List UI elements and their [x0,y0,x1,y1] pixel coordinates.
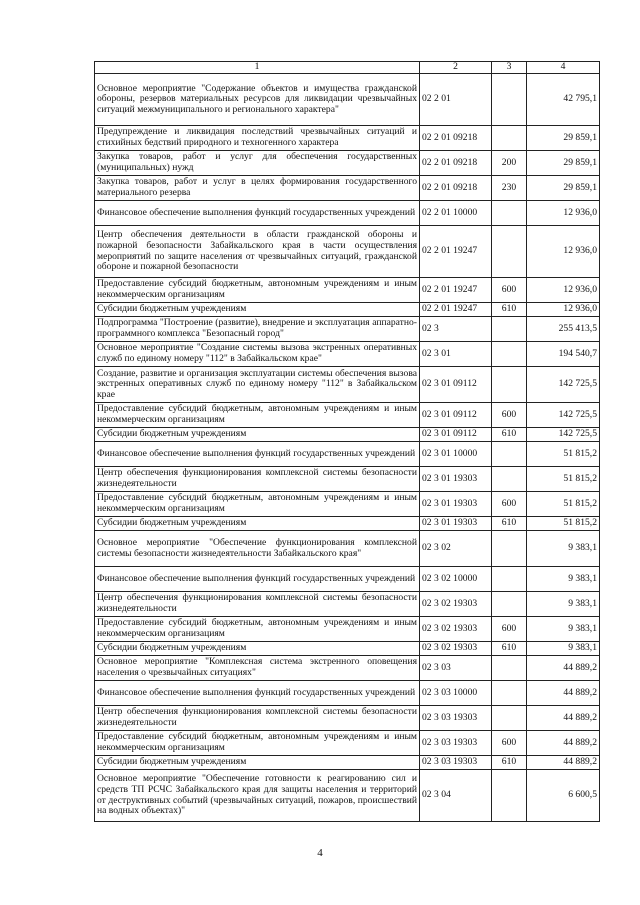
table-row [95,428,600,442]
row-vr-cell: 610 [492,428,527,442]
table-row [95,770,600,822]
row-name-cell: Финансовое обеспечение выполнения функций государственных учреждений [95,201,420,226]
table-row [95,201,600,226]
row-code-cell: 02 3 03 19303 [420,731,492,756]
row-name-cell: Центр обеспечения деятельности в области гражданской обороны и пожарной безопасности Забайкальского края в части осуществления мероприятий по защите населения от чрезвычайных ситуаций, гражданской обороне и пожарной безопасности [95,226,420,278]
row-vr-cell [492,770,527,822]
row-vr-cell [492,531,527,567]
row-name-cell: Субсидии бюджетным учреждениям [95,517,420,531]
table-row [95,126,600,151]
row-code-cell: 02 2 01 [420,74,492,126]
row-name-cell: Основное мероприятие "Содержание объектов и имущества гражданской обороны, резервов материальных ресурсов для ликвидации чрезвычайных ситуаций межмуниципального и регионального характера" [95,74,420,126]
table-row [95,278,600,303]
row-name-cell: Основное мероприятие "Комплексная система экстренного оповещения населения о чрезвычайных ситуациях" [95,656,420,681]
row-name-cell: Субсидии бюджетным учреждениям [95,756,420,770]
row-sum-cell: 44 889,2 [527,731,600,756]
row-vr-cell: 610 [492,642,527,656]
row-sum-cell: 12 936,0 [527,278,600,303]
row-vr-cell [492,592,527,617]
row-code-cell: 02 3 02 19303 [420,617,492,642]
row-vr-cell: 230 [492,176,527,201]
row-vr-cell: 600 [492,492,527,517]
table-header-row [95,62,600,74]
row-code-cell: 02 2 01 19247 [420,226,492,278]
header-col-3: 3 [492,62,527,74]
row-vr-cell [492,317,527,342]
table-row [95,642,600,656]
row-sum-cell: 44 889,2 [527,681,600,706]
row-sum-cell: 44 889,2 [527,706,600,731]
row-code-cell: 02 3 01 [420,342,492,367]
row-sum-cell: 9 383,1 [527,567,600,592]
row-code-cell: 02 2 01 10000 [420,201,492,226]
row-sum-cell: 51 815,2 [527,492,600,517]
row-sum-cell: 44 889,2 [527,756,600,770]
table-row [95,517,600,531]
header-col-1: 1 [95,62,420,74]
row-name-cell: Закупка товаров, работ и услуг в целях формирования государственного материального резерва [95,176,420,201]
row-name-cell: Предоставление субсидий бюджетным, автономным учреждениям и иным некоммерческим организациям [95,403,420,428]
row-code-cell: 02 3 01 09112 [420,403,492,428]
row-code-cell: 02 3 04 [420,770,492,822]
row-code-cell: 02 2 01 09218 [420,176,492,201]
row-code-cell: 02 3 02 [420,531,492,567]
row-vr-cell [492,367,527,403]
row-vr-cell [492,342,527,367]
budget-table [94,61,600,822]
row-sum-cell: 255 413,5 [527,317,600,342]
row-code-cell: 02 3 02 19303 [420,592,492,617]
row-name-cell: Создание, развитие и организация эксплуатации системы обеспечения вызова экстренных оперативных служб по единому номеру "112" в Забайкальском крае [95,367,420,403]
row-name-cell: Субсидии бюджетным учреждениям [95,642,420,656]
row-vr-cell [492,681,527,706]
row-code-cell: 02 2 01 09218 [420,151,492,176]
row-sum-cell: 142 725,5 [527,428,600,442]
table-row [95,592,600,617]
row-sum-cell: 42 795,1 [527,74,600,126]
table-row [95,403,600,428]
row-vr-cell [492,201,527,226]
row-name-cell: Предоставление субсидий бюджетным, автономным учреждениям и иным некоммерческим организациям [95,731,420,756]
row-name-cell: Центр обеспечения функционирования комплексной системы безопасности жизнедеятельности [95,706,420,731]
row-code-cell: 02 3 03 [420,656,492,681]
row-vr-cell [492,442,527,467]
row-sum-cell: 29 859,1 [527,126,600,151]
row-code-cell: 02 2 01 09218 [420,126,492,151]
row-code-cell: 02 3 03 19303 [420,756,492,770]
table-row [95,74,600,126]
table-row [95,176,600,201]
row-name-cell: Закупка товаров, работ и услуг для обеспечения государственных (муниципальных) нужд [95,151,420,176]
row-name-cell: Центр обеспечения функционирования комплексной системы безопасности жизнедеятельности [95,467,420,492]
row-code-cell: 02 3 01 19303 [420,492,492,517]
document-page [94,61,599,822]
table-row [95,442,600,467]
row-code-cell: 02 3 01 19303 [420,467,492,492]
row-vr-cell: 600 [492,403,527,428]
row-vr-cell [492,656,527,681]
row-vr-cell [492,126,527,151]
row-name-cell: Субсидии бюджетным учреждениям [95,303,420,317]
row-name-cell: Предоставление субсидий бюджетным, автономным учреждениям и иным некоммерческим организациям [95,278,420,303]
row-vr-cell [492,706,527,731]
row-code-cell: 02 2 01 19247 [420,278,492,303]
row-sum-cell: 29 859,1 [527,151,600,176]
row-code-cell: 02 3 01 09112 [420,428,492,442]
table-row [95,567,600,592]
row-code-cell: 02 3 01 19303 [420,517,492,531]
row-name-cell: Предоставление субсидий бюджетным, автономным учреждениям и иным некоммерческим организациям [95,617,420,642]
header-col-4: 4 [527,62,600,74]
table-row [95,303,600,317]
row-code-cell: 02 3 01 09112 [420,367,492,403]
table-row [95,706,600,731]
row-vr-cell: 600 [492,278,527,303]
row-vr-cell [492,226,527,278]
row-vr-cell [492,74,527,126]
row-sum-cell: 142 725,5 [527,403,600,428]
table-row [95,467,600,492]
row-vr-cell: 600 [492,617,527,642]
row-sum-cell: 51 815,2 [527,467,600,492]
row-sum-cell: 12 936,0 [527,201,600,226]
row-name-cell: Центр обеспечения функционирования комплексной системы безопасности жизнедеятельности [95,592,420,617]
row-code-cell: 02 3 [420,317,492,342]
row-code-cell: 02 3 02 19303 [420,642,492,656]
table-row [95,226,600,278]
row-sum-cell: 9 383,1 [527,592,600,617]
row-sum-cell: 9 383,1 [527,642,600,656]
row-sum-cell: 6 600,5 [527,770,600,822]
table-row [95,617,600,642]
row-vr-cell: 610 [492,756,527,770]
table-row [95,756,600,770]
table-row [95,367,600,403]
row-vr-cell: 200 [492,151,527,176]
row-sum-cell: 44 889,2 [527,656,600,681]
table-row [95,531,600,567]
header-col-2: 2 [420,62,492,74]
row-name-cell: Основное мероприятие "Создание системы вызова экстренных оперативных служб по единому номеру "112" в Забайкальском крае" [95,342,420,367]
row-sum-cell: 51 815,2 [527,517,600,531]
row-name-cell: Основное мероприятие "Обеспечение функционирования комплексной системы безопасности жизнедеятельности Забайкальского края" [95,531,420,567]
row-vr-cell [492,467,527,492]
row-vr-cell: 610 [492,303,527,317]
row-name-cell: Финансовое обеспечение выполнения функций государственных учреждений [95,681,420,706]
table-row [95,342,600,367]
row-code-cell: 02 3 03 19303 [420,706,492,731]
row-code-cell: 02 3 03 10000 [420,681,492,706]
row-sum-cell: 9 383,1 [527,531,600,567]
table-row [95,656,600,681]
table-row [95,731,600,756]
row-sum-cell: 12 936,0 [527,303,600,317]
row-sum-cell: 29 859,1 [527,176,600,201]
page-number: 4 [317,847,323,859]
table-row [95,681,600,706]
row-code-cell: 02 2 01 19247 [420,303,492,317]
table-row [95,317,600,342]
row-name-cell: Предупреждение и ликвидация последствий чрезвычайных ситуаций и стихийных бедствий природного и техногенного характера [95,126,420,151]
table-row [95,151,600,176]
row-name-cell: Финансовое обеспечение выполнения функций государственных учреждений [95,567,420,592]
row-name-cell: Субсидии бюджетным учреждениям [95,428,420,442]
row-name-cell: Финансовое обеспечение выполнения функций государственных учреждений [95,442,420,467]
row-name-cell: Основное мероприятие "Обеспечение готовности к реагированию сил и средств ТП РСЧС Забайкальского края для защиты населения и территорий от деструктивных событий (чрезвычайных ситуаций, пожаров, происшествий на водных объектах)" [95,770,420,822]
row-sum-cell: 51 815,2 [527,442,600,467]
row-sum-cell: 12 936,0 [527,226,600,278]
row-code-cell: 02 3 01 10000 [420,442,492,467]
table-row [95,492,600,517]
row-sum-cell: 9 383,1 [527,617,600,642]
row-vr-cell: 610 [492,517,527,531]
row-vr-cell [492,567,527,592]
row-vr-cell: 600 [492,731,527,756]
row-sum-cell: 142 725,5 [527,367,600,403]
row-name-cell: Предоставление субсидий бюджетным, автономным учреждениям и иным некоммерческим организациям [95,492,420,517]
row-code-cell: 02 3 02 10000 [420,567,492,592]
row-name-cell: Подпрограмма "Построение (развитие), внедрение и эксплуатация аппаратно-программного комплекса "Безопасный город" [95,317,420,342]
row-sum-cell: 194 540,7 [527,342,600,367]
